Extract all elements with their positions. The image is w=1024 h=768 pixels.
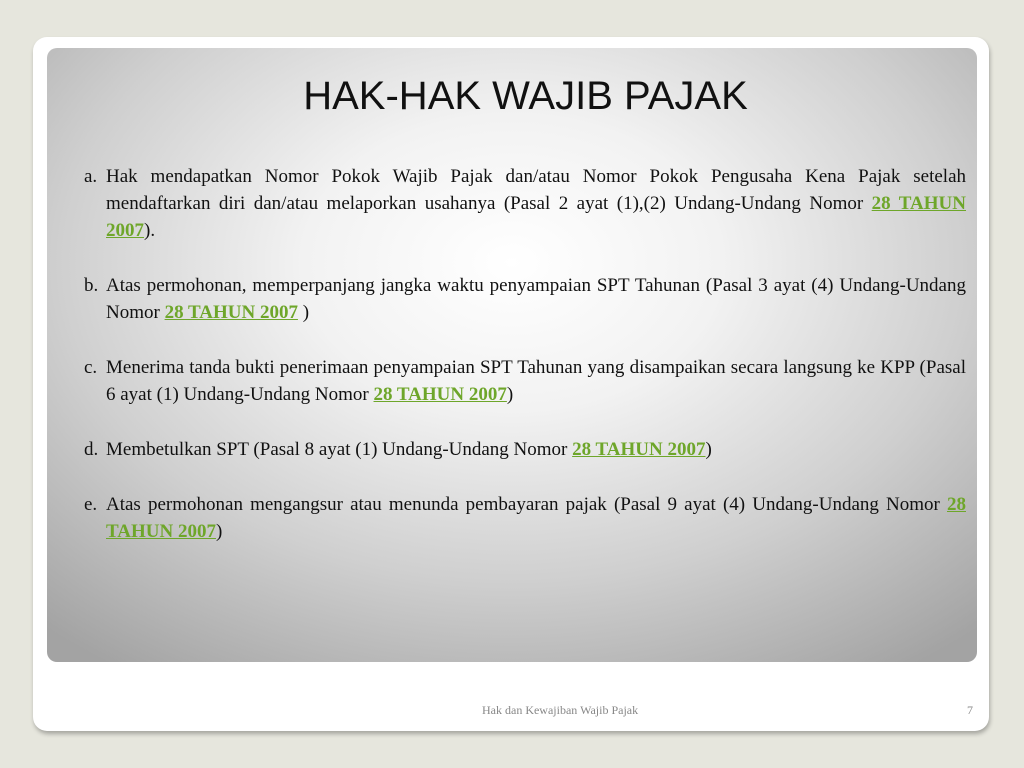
item-marker: b. — [84, 275, 99, 296]
law-link[interactable]: 28 TAHUN 2007 — [373, 384, 507, 405]
item-text: Membetulkan SPT (Pasal 8 ayat (1) Undang-Undang Nomor — [106, 439, 573, 460]
slide-title: HAK-HAK WAJIB PAJAK — [303, 74, 748, 118]
list-item-e — [84, 491, 966, 545]
item-text-end: ) — [705, 439, 712, 460]
item-text-end: ) — [506, 384, 514, 405]
item-text-end: ) — [215, 521, 223, 542]
rights-list — [84, 163, 966, 573]
footer-text: Hak dan Kewajiban Wajib Pajak — [482, 703, 639, 717]
page-number: 7 — [967, 703, 973, 717]
list-item-a — [84, 163, 966, 244]
law-link[interactable]: 28 TAHUN 2007 — [106, 193, 966, 241]
law-link[interactable]: 28 TAHUN 2007 — [164, 302, 298, 323]
law-link[interactable]: 28 TAHUN 2007 — [106, 494, 966, 542]
item-marker: e. — [84, 494, 98, 515]
item-text-end: ). — [144, 220, 156, 241]
item-marker: d. — [84, 439, 99, 460]
item-text: Menerima tanda bukti penerimaan penyampaian SPT Tahunan yang disampaikan secara langsung ke KPP (Pasal 6 ayat (1) Undang-Undang Nomor — [106, 357, 966, 405]
item-text-end: ) — [297, 302, 310, 323]
item-text: Hak mendapatkan Nomor Pokok Wajib Pajak dan/atau Nomor Pokok Pengusaha Kena Pajak setelah mendaftarkan diri dan/atau melaporkan usahanya (Pasal 2 ayat (1),(2) Undang-Undang Nomor — [106, 166, 966, 214]
item-text: Atas permohonan mengangsur atau menunda pembayaran pajak (Pasal 9 ayat (4) Undang-Undang Nomor — [106, 494, 947, 515]
item-marker: a. — [84, 166, 98, 187]
list-item-c — [84, 354, 966, 408]
item-marker: c. — [84, 357, 98, 378]
law-link[interactable]: 28 TAHUN 2007 — [572, 439, 706, 460]
item-text: Atas permohonan, memperpanjang jangka waktu penyampaian SPT Tahunan (Pasal 3 ayat (4) Undang-Undang Nomor — [106, 275, 966, 323]
list-item-b — [84, 272, 966, 326]
list-item-d — [84, 436, 966, 463]
